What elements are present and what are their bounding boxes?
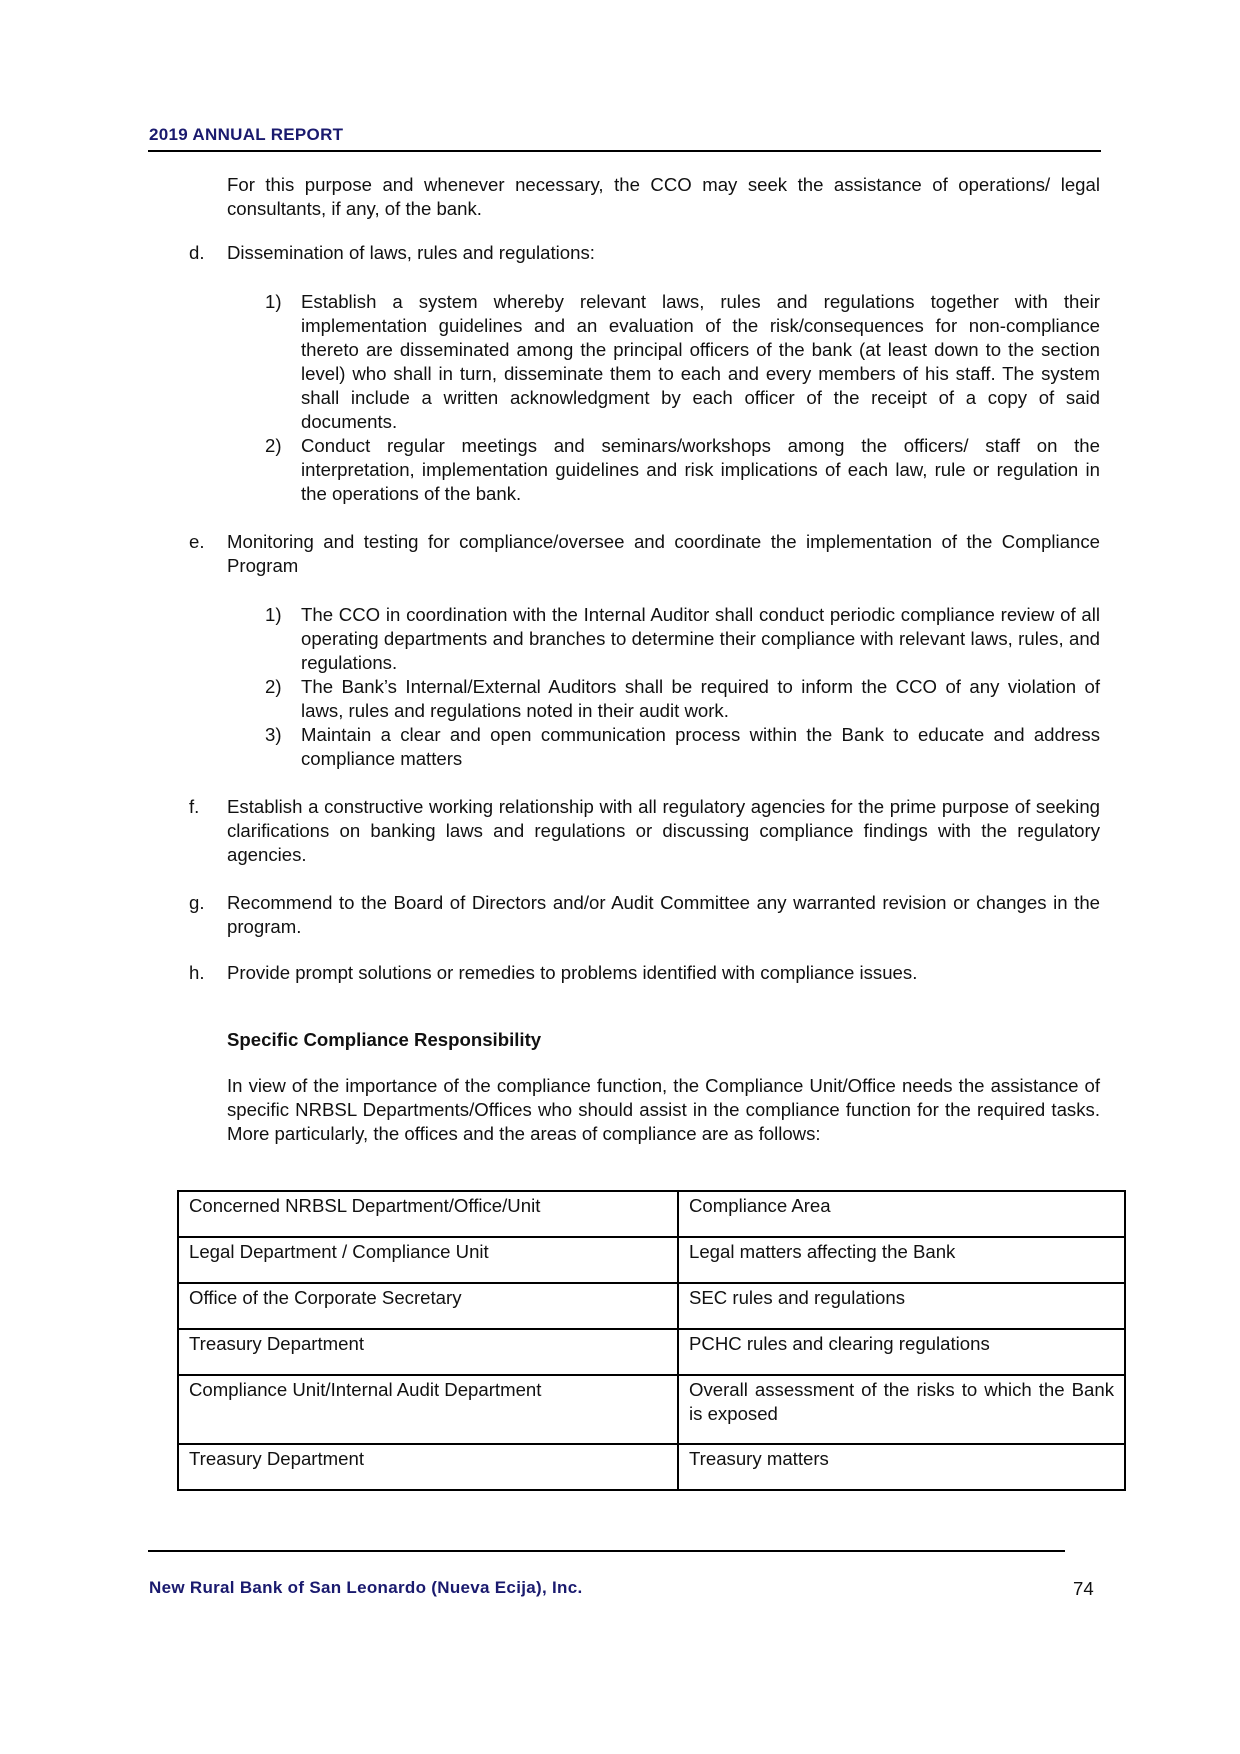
section-d-label: d. <box>189 242 205 263</box>
section-f-label: f. <box>189 796 200 817</box>
footer-rule <box>148 1550 1065 1552</box>
table-cell-department: Compliance Unit/Internal Audit Department <box>178 1375 678 1444</box>
table-cell-department: Legal Department / Compliance Unit <box>178 1237 678 1283</box>
footer-bank-name: New Rural Bank of San Leonardo (Nueva Ecija), Inc. <box>149 1578 583 1597</box>
page-number: 74 <box>1073 1578 1094 1599</box>
table-row <box>178 1283 1125 1329</box>
table-cell-compliance-area: SEC rules and regulations <box>678 1283 1125 1329</box>
intro-paragraph: For this purpose and whenever necessary, the CCO may seek the assistance of operations/ legal consultants, if any, of the bank. <box>227 174 1100 219</box>
table-row <box>178 1375 1125 1444</box>
section-e-item-2-label: 2) <box>265 676 282 697</box>
specific-compliance-heading: Specific Compliance Responsibility <box>227 1029 542 1050</box>
section-f-text: Establish a constructive working relationship with all regulatory agencies for the prime purpose of seeking clarifications on banking laws and regulations or discussing compliance findings with the regulatory agencies. <box>227 796 1100 865</box>
report-header-title: 2019 ANNUAL REPORT <box>149 125 344 144</box>
section-e-item-3-text: Maintain a clear and open communication process within the Bank to educate and address compliance matters <box>301 724 1100 769</box>
compliance-responsibility-table <box>177 1190 1126 1491</box>
specific-compliance-paragraph: In view of the importance of the compliance function, the Compliance Unit/Office needs the assistance of specific NRBSL Departments/Offices who should assist in the compliance function for the required tasks. More particularly, the offices and the areas of compliance are as follows: <box>227 1075 1100 1144</box>
table-cell-department: Office of the Corporate Secretary <box>178 1283 678 1329</box>
table-header-department: Concerned NRBSL Department/Office/Unit <box>178 1191 678 1237</box>
section-e-item-1-text: The CCO in coordination with the Internal Auditor shall conduct periodic compliance review of all operating departments and branches to determine their compliance with relevant laws, rules, and regulations. <box>301 604 1100 673</box>
table-cell-compliance-area: Overall assessment of the risks to which the Bank is exposed <box>678 1375 1125 1444</box>
section-h-label: h. <box>189 962 205 983</box>
section-e-item-1-label: 1) <box>265 604 282 625</box>
table-cell-compliance-area: PCHC rules and clearing regulations <box>678 1329 1125 1375</box>
section-g-label: g. <box>189 892 205 913</box>
section-d-text: Dissemination of laws, rules and regulations: <box>227 242 595 263</box>
section-d-item-2-label: 2) <box>265 435 282 456</box>
section-e-label: e. <box>189 531 205 552</box>
section-e-item-2-text: The Bank’s Internal/External Auditors shall be required to inform the CCO of any violation of laws, rules and regulations noted in their audit work. <box>301 676 1100 721</box>
table-row <box>178 1329 1125 1375</box>
section-d-item-1-label: 1) <box>265 291 282 312</box>
section-d-item-1-text: Establish a system whereby relevant laws, rules and regulations together with their implementation guidelines and an evaluation of the risk/consequences for non-compliance thereto are disseminated among the principal officers of the bank (at least down to the section level) who shall in turn, disseminate them to each and every members of his staff. The system shall include a written acknowledgment by each officer of the receipt of a copy of said documents. <box>301 291 1100 432</box>
table-cell-department: Treasury Department <box>178 1329 678 1375</box>
section-h-text: Provide prompt solutions or remedies to problems identified with compliance issues. <box>227 962 918 983</box>
section-e-text: Monitoring and testing for compliance/oversee and coordinate the implementation of the Compliance Program <box>227 531 1100 576</box>
table-row <box>178 1444 1125 1490</box>
table-row <box>178 1237 1125 1283</box>
table-header-compliance-area: Compliance Area <box>678 1191 1125 1237</box>
section-d-item-2-text: Conduct regular meetings and seminars/workshops among the officers/ staff on the interpretation, implementation guidelines and risk implications of each law, rule or regulation in the operations of the bank. <box>301 435 1100 504</box>
table-cell-compliance-area: Legal matters affecting the Bank <box>678 1237 1125 1283</box>
table-cell-compliance-area: Treasury matters <box>678 1444 1125 1490</box>
section-e-item-3-label: 3) <box>265 724 282 745</box>
table-cell-department: Treasury Department <box>178 1444 678 1490</box>
table-header-row <box>178 1191 1125 1237</box>
section-g-text: Recommend to the Board of Directors and/or Audit Committee any warranted revision or changes in the program. <box>227 892 1100 937</box>
header-rule <box>148 150 1101 152</box>
